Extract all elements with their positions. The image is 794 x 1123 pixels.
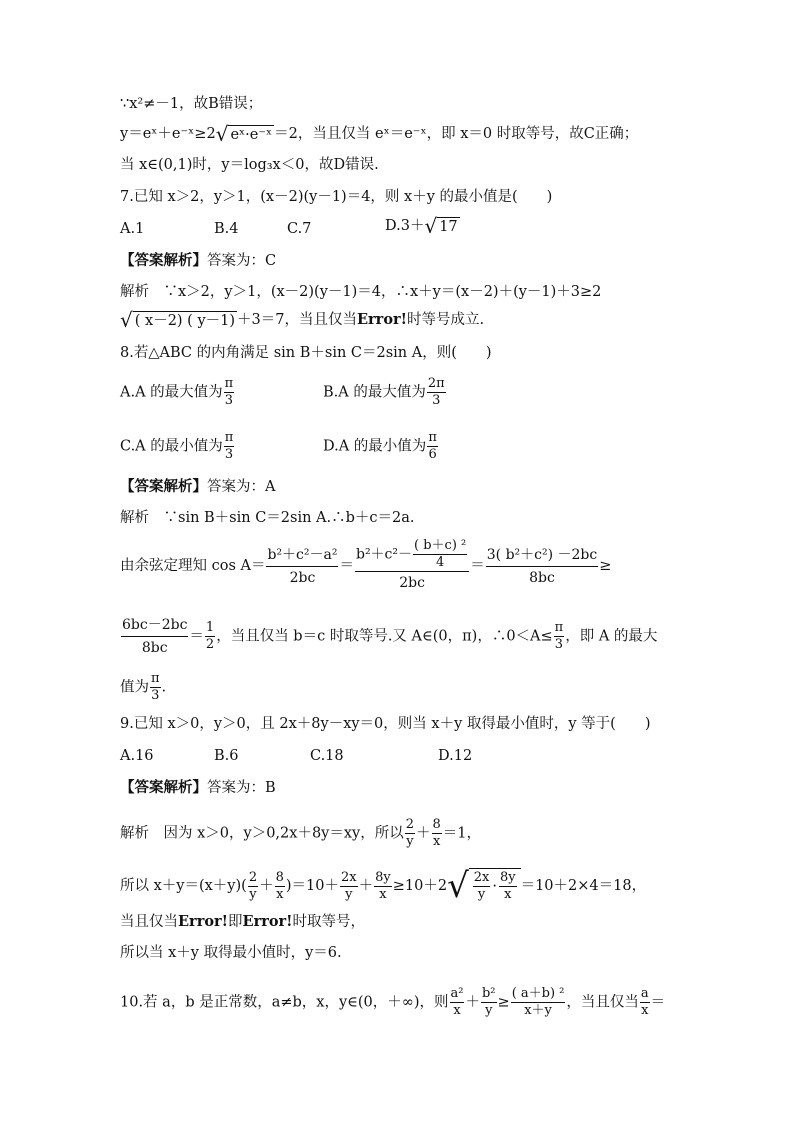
text: 时等号成立.	[407, 312, 485, 328]
numerator: ( a＋b) ²	[511, 986, 565, 1001]
q8-solution-line1: 解析 ∵sin B＋sin C＝2sin A.∴b＋c＝2a.	[120, 510, 415, 526]
text: ＝10＋2×4＝18，	[520, 878, 647, 894]
text: ，即 A 的最大	[565, 628, 658, 645]
answer-label: 【答案解析】	[120, 779, 207, 796]
denominator: 3	[554, 637, 564, 652]
denominator: 6	[428, 447, 437, 462]
text: ，当且仅当	[566, 994, 639, 1011]
numerator: π	[151, 671, 160, 686]
q9-solution-line2	[120, 868, 646, 904]
fraction	[275, 870, 285, 903]
denominator: x	[504, 887, 512, 902]
fraction	[427, 376, 446, 409]
fraction	[266, 544, 338, 589]
fraction	[481, 986, 497, 1019]
plus: ＋	[465, 994, 480, 1011]
denominator: 4	[435, 555, 445, 570]
sqrt-expr	[216, 124, 274, 144]
numerator	[355, 538, 469, 572]
text: 10.若 a，b 是正常数，a≠b，x，y∈(0，＋∞)，则	[120, 994, 449, 1011]
numerator: a	[640, 986, 649, 1001]
question-9: 9.已知 x＞0，y＞0，且 2x＋8y－xy＝0，则当 x＋y 取得最小值时，y 等于( )	[120, 716, 651, 732]
text: ＋3＝7，当且仅当	[237, 312, 357, 328]
q9-option-d: D.12	[438, 748, 473, 764]
denominator: y	[345, 886, 353, 902]
numerator: 6bc－2bc	[121, 614, 188, 637]
numerator: a²	[450, 986, 464, 1001]
q9-answer	[120, 778, 276, 798]
text: 当且仅当	[120, 914, 178, 930]
numerator: π	[554, 620, 564, 635]
text: ＝2，当且仅当 eˣ＝e⁻ˣ，即 x＝0 时取等号，故C正确；	[274, 126, 639, 142]
q9-option-a: A.16	[120, 748, 154, 764]
numerator: π	[224, 430, 234, 445]
fraction	[640, 986, 650, 1019]
text: 由余弦定理知 cos A＝	[120, 558, 266, 574]
fraction	[450, 986, 465, 1019]
equals: ＝	[339, 558, 354, 574]
fraction	[248, 870, 258, 903]
text: b²＋c²－	[355, 546, 413, 563]
q8-option-c	[120, 430, 235, 463]
numerator: 2	[248, 869, 258, 885]
q7-option-c: C.7	[287, 221, 312, 237]
denominator: y	[477, 887, 486, 902]
answer-text: 答案为：B	[207, 780, 276, 796]
numerator: b²	[481, 986, 496, 1001]
fraction	[405, 817, 415, 850]
fraction	[205, 620, 215, 653]
denominator: y	[485, 1003, 493, 1018]
q7-solution-line2	[120, 310, 484, 330]
numerator: π	[224, 376, 234, 391]
fraction	[473, 870, 491, 903]
fraction	[432, 817, 442, 850]
numerator: 2π	[427, 376, 445, 391]
denominator: 3	[432, 393, 441, 408]
numerator: π	[428, 430, 437, 445]
q9-option-b: B.6	[214, 748, 239, 764]
denominator: 2bc	[289, 569, 316, 586]
q7-option-d	[385, 216, 460, 236]
q8-solution-line4	[120, 671, 166, 704]
radicand: eˣ·e⁻ˣ	[230, 126, 273, 143]
fraction	[427, 430, 438, 463]
denominator: 3	[151, 688, 160, 703]
answer-text: 答案为：A	[207, 479, 276, 495]
q8-solution-line3	[120, 614, 657, 659]
numerator: 8y	[375, 869, 391, 885]
fraction	[554, 620, 565, 653]
option-text: C.A 的最小值为	[120, 438, 223, 455]
plus: ＋	[416, 825, 431, 842]
answer-text: 答案为：C	[207, 253, 277, 269]
denominator: x	[641, 1003, 649, 1018]
text: .	[161, 679, 167, 696]
fraction	[499, 870, 517, 903]
fraction	[121, 614, 188, 659]
answer-label: 【答案解析】	[120, 478, 207, 495]
q7-option-b: B.4	[214, 221, 239, 237]
text: 值为	[120, 679, 149, 696]
radicand: ( x－2) ( y－1)	[134, 312, 236, 329]
geq: ≥	[599, 558, 612, 574]
question-8: 8.若△ABC 的内角满足 sin B＋sin C＝2sin A，则( )	[120, 345, 492, 361]
q7-answer	[120, 251, 276, 271]
fraction	[224, 376, 235, 409]
q9-solution-line4: 所以当 x＋y 取得最小值时，y＝6.	[120, 945, 342, 961]
equals: ＝	[650, 994, 666, 1011]
error-field: Error!	[242, 913, 293, 930]
plus: ＋	[259, 878, 274, 894]
line-b-wrong: ∵x²≠－1，故B错误；	[120, 96, 263, 112]
numerator: 8	[432, 817, 441, 832]
q8-option-a	[120, 376, 235, 409]
numerator: 2x	[473, 870, 490, 885]
geq: ≥	[497, 994, 510, 1011]
q9-option-c: C.18	[310, 748, 344, 764]
numerator: ( b＋c) ²	[414, 538, 467, 553]
fraction	[224, 430, 235, 463]
radicand: 17	[439, 218, 458, 235]
equals: ＝	[470, 558, 485, 574]
denominator: y	[249, 886, 257, 902]
fraction	[413, 538, 467, 571]
denominator: y	[406, 834, 414, 849]
fraction	[340, 870, 358, 903]
denominator: x	[432, 834, 441, 849]
text: 时取等号，	[292, 914, 366, 930]
error-field: Error!	[178, 913, 229, 930]
denominator: 2bc	[399, 575, 425, 591]
q9-solution-line3	[120, 912, 365, 932]
text: ≥10＋2	[392, 878, 448, 894]
text: 所以 x＋y＝(x＋y)(	[120, 878, 247, 894]
q7-solution-line1: 解析 ∵x＞2，y＞1，(x－2)(y－1)＝4，∴x＋y＝(x－2)＋(y－1)＋3≥2	[120, 284, 602, 300]
equals: ＝	[189, 628, 204, 645]
text: 解析 因为 x＞0，y＞0,2x＋8y＝xy，所以	[120, 825, 404, 842]
sqrt-expr	[447, 868, 521, 904]
line-c-correct	[120, 124, 638, 144]
option-text: D.3＋	[385, 218, 425, 234]
q8-option-b	[323, 376, 447, 409]
q8-answer	[120, 477, 275, 497]
q9-solution-line1	[120, 817, 481, 850]
text: ，当且仅当 b＝c 时取等号.又 A∈(0，π)，∴0＜A≤	[216, 628, 553, 645]
q7-option-a: A.1	[120, 221, 145, 237]
sqrt-expr	[424, 216, 459, 236]
denominator: x	[276, 886, 284, 902]
fraction	[486, 544, 598, 589]
numerator: 3( b²＋c²) －2bc	[486, 544, 598, 567]
dot: ·	[492, 878, 497, 895]
numerator: b²＋c²－a²	[266, 544, 338, 567]
radical-sign: √	[215, 122, 229, 146]
plus: ＋	[358, 878, 374, 894]
text: ＝1，	[442, 825, 482, 842]
text: y＝eˣ＋e⁻ˣ≥2	[120, 126, 216, 142]
denominator: x	[453, 1003, 461, 1018]
numerator: 1	[205, 620, 215, 635]
denominator: 3	[224, 447, 234, 462]
denominator: x	[379, 886, 387, 902]
text: )＝10＋	[285, 878, 339, 894]
radical-sign: √	[447, 866, 469, 906]
answer-label: 【答案解析】	[120, 252, 207, 269]
option-text: A.A 的最大值为	[120, 384, 223, 401]
option-text: B.A 的最大值为	[323, 384, 426, 401]
radical-sign: √	[424, 214, 438, 238]
error-field: Error!	[356, 311, 407, 328]
sqrt-expr	[120, 310, 237, 330]
denominator: 8bc	[529, 569, 555, 586]
radical-sign: √	[120, 308, 133, 332]
fraction	[511, 986, 566, 1019]
q8-solution-line2	[120, 538, 611, 594]
numerator: 2x	[341, 869, 357, 885]
q8-option-d	[323, 430, 439, 463]
question-10	[120, 986, 665, 1019]
option-text: D.A 的最小值为	[323, 438, 427, 455]
numerator: 8y	[499, 870, 516, 885]
question-7: 7.已知 x＞2，y＞1，(x－2)(y－1)＝4，则 x＋y 的最小值是( )	[120, 189, 553, 205]
denominator: 3	[224, 393, 234, 408]
numerator: 8	[275, 869, 284, 885]
numerator: 2	[405, 817, 415, 832]
radicand	[469, 868, 521, 904]
fraction	[374, 870, 392, 903]
denominator: 2	[205, 637, 215, 652]
denominator: x＋y	[524, 1003, 552, 1018]
compound-fraction	[355, 538, 469, 594]
fraction	[150, 671, 161, 704]
line-d-wrong: 当 x∈(0,1)时，y＝log₃x＜0，故D错误.	[120, 157, 379, 173]
text: 即	[228, 914, 243, 930]
denominator: 8bc	[141, 640, 168, 656]
